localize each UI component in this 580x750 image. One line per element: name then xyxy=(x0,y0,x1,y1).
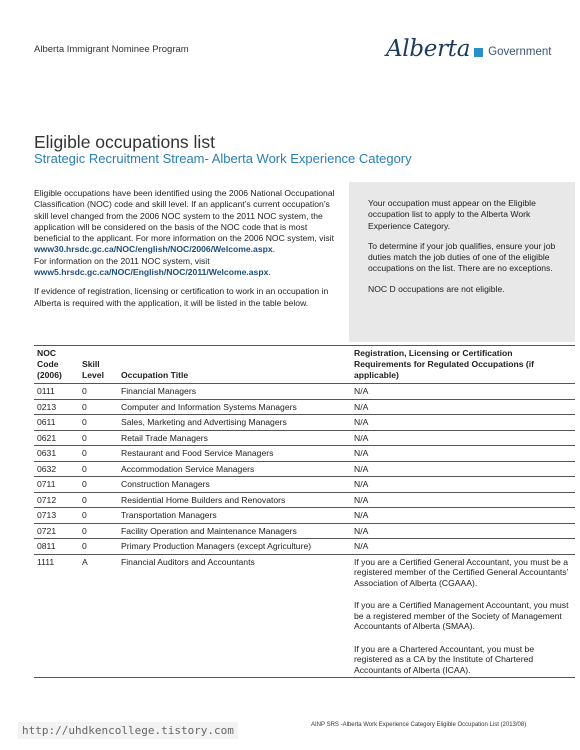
cell-noc-code: 1111 xyxy=(34,554,79,678)
note-paragraph-1: Your occupation must appear on the Eligible occupation list to apply to the Alberta Work Experience Category. xyxy=(368,198,536,231)
cell-requirements: N/A xyxy=(351,492,575,508)
requirement-paragraph: If you are a Certified Management Accountant, you must be a registered member of the Society of Management Accountants of Alberta (SMAA). xyxy=(354,600,569,631)
cell-noc-code: 0632 xyxy=(34,461,79,477)
cell-skill-level: 0 xyxy=(79,523,118,539)
cell-requirements: N/A xyxy=(351,461,575,477)
footer-text: AINP SRS -Alberta Work Experience Category Eligible Occupation List (2013/08) xyxy=(311,722,527,728)
cell-noc-code: 0721 xyxy=(34,523,79,539)
cell-noc-code: 0111 xyxy=(34,384,79,400)
cell-requirements: N/A xyxy=(351,446,575,462)
program-name: Alberta Immigrant Nominee Program xyxy=(34,44,189,55)
table-row xyxy=(34,539,575,555)
cell-noc-code: 0712 xyxy=(34,492,79,508)
cell-occupation-title: Accommodation Service Managers xyxy=(118,461,351,477)
cell-noc-code: 0621 xyxy=(34,430,79,446)
cell-skill-level: 0 xyxy=(79,446,118,462)
table-row xyxy=(34,477,575,493)
watermark-url: http://uhdkencollege.tistory.com xyxy=(18,722,238,739)
cell-occupation-title: Facility Operation and Maintenance Managers xyxy=(118,523,351,539)
cell-skill-level: 0 xyxy=(79,508,118,524)
cell-occupation-title: Transportation Managers xyxy=(118,508,351,524)
logo-government-text: Government xyxy=(488,46,552,58)
table-row xyxy=(34,508,575,524)
cell-noc-code: 0711 xyxy=(34,477,79,493)
noc-2006-link[interactable]: www30.hrsdc.gc.ca/NOC/english/NOC/2006/Welcome.aspx xyxy=(34,244,273,255)
intro-paragraph-2: If evidence of registration, licensing or certification to work in an occupation in Alberta is required with the application, it will be listed in the table below. xyxy=(34,286,329,308)
cell-occupation-title: Residential Home Builders and Renovators xyxy=(118,492,351,508)
cell-occupation-title: Sales, Marketing and Advertising Managers xyxy=(118,415,351,431)
noc-2011-link[interactable]: www5.hrsdc.gc.ca/NOC/English/NOC/2011/Welcome.aspx xyxy=(34,267,269,278)
cell-requirements: N/A xyxy=(351,523,575,539)
table-row xyxy=(34,430,575,446)
intro-p1-text: Eligible occupations have been identified using the 2006 National Occupational Classification (NOC) code and skill level. If an applicant’s current occupation’s skill level changed from the 2006 NOC system to the 2011 NOC system, the application will be considered on the basis of the NOC code that is most beneficial to the applicant. For more information on the 2006 NOC system, visit xyxy=(34,188,335,244)
requirement-paragraph: If you are a Certified General Accountant, you must be a registered member of the Certified General Accountants’ Association of Alberta (CGAAA). xyxy=(354,556,569,588)
cell-requirements: N/A xyxy=(351,477,575,493)
cell-noc-code: 0631 xyxy=(34,446,79,462)
table-row xyxy=(34,399,575,415)
logo-wordmark: Alberta xyxy=(386,36,471,62)
intro-text xyxy=(34,188,339,317)
eligibility-note-box xyxy=(349,182,575,342)
cell-occupation-title: Retail Trade Managers xyxy=(118,430,351,446)
eligible-occupations-table xyxy=(34,345,575,678)
page-title: Eligible occupations list xyxy=(34,132,215,152)
table-header-row xyxy=(34,346,575,384)
logo-square-icon xyxy=(474,48,483,57)
intro-paragraph-1: Eligible occupations have been identified using the 2006 National Occupational Classification (NOC) code and skill level. If an applicant’s current occupation’s skill level changed from the 2006 NOC system to the 2011 NOC system, the application will be considered on the basis of the NOC code that is most beneficial to the applicant. For more information on the 2006 NOC system, visit www30.hrsdc.gc.ca/NOC/english/NOC/2006/Welcome.aspx. For information on the 2011 NOC system, visit www5.hrsdc.gc.ca/NOC/English/NOC/2011/Welcome.aspx. xyxy=(34,188,335,278)
cell-occupation-title: Restaurant and Food Service Managers xyxy=(118,446,351,462)
requirement-paragraph: If you are a Chartered Accountant, you must be registered as a CA by the Institute of Chartered Accountants of Alberta (ICAA). xyxy=(354,643,535,675)
cell-noc-code: 0713 xyxy=(34,508,79,524)
cell-skill-level: 0 xyxy=(79,415,118,431)
cell-requirements: N/A xyxy=(351,539,575,555)
cell-requirements xyxy=(351,554,575,678)
cell-skill-level: 0 xyxy=(79,461,118,477)
cell-occupation-title: Primary Production Managers (except Agriculture) xyxy=(118,539,351,555)
table-row xyxy=(34,554,575,678)
note-paragraph-2: To determine if your job qualifies, ensure your job duties match the job duties of one of the eligible occupations on the list. There are no exceptions. xyxy=(368,240,556,274)
table-row xyxy=(34,523,575,539)
cell-occupation-title: Financial Auditors and Accountants xyxy=(118,554,351,678)
cell-skill-level: 0 xyxy=(79,492,118,508)
cell-requirements: N/A xyxy=(351,415,575,431)
table-row xyxy=(34,461,575,477)
table-row xyxy=(34,446,575,462)
cell-noc-code: 0611 xyxy=(34,415,79,431)
cell-skill-level: A xyxy=(79,554,118,678)
table-row xyxy=(34,492,575,508)
header-requirements: Registration, Licensing or Certification Requirements for Regulated Occupations (if applicable) xyxy=(351,346,575,384)
header-noc-code: NOC Code (2006) xyxy=(34,346,79,384)
cell-occupation-title: Computer and Information Systems Managers xyxy=(118,399,351,415)
table-row xyxy=(34,415,575,431)
header-skill-level: Skill Level xyxy=(79,346,118,384)
note-paragraph-3: NOC D occupations are not eligible. xyxy=(368,283,505,294)
cell-occupation-title: Financial Managers xyxy=(118,384,351,400)
cell-occupation-title: Construction Managers xyxy=(118,477,351,493)
cell-skill-level: 0 xyxy=(79,399,118,415)
cell-noc-code: 0213 xyxy=(34,399,79,415)
cell-skill-level: 0 xyxy=(79,430,118,446)
cell-noc-code: 0811 xyxy=(34,539,79,555)
cell-skill-level: 0 xyxy=(79,384,118,400)
page-subtitle: Strategic Recruitment Stream- Alberta Work Experience Category xyxy=(34,151,412,166)
table-row xyxy=(34,384,575,400)
cell-requirements: N/A xyxy=(351,384,575,400)
intro-p1-text2: For information on the 2011 NOC system, visit xyxy=(34,255,210,266)
header-occupation-title: Occupation Title xyxy=(118,346,351,384)
cell-requirements: N/A xyxy=(351,430,575,446)
alberta-government-logo xyxy=(386,34,551,64)
cell-skill-level: 0 xyxy=(79,539,118,555)
cell-requirements: N/A xyxy=(351,508,575,524)
cell-requirements: N/A xyxy=(351,399,575,415)
cell-skill-level: 0 xyxy=(79,477,118,493)
